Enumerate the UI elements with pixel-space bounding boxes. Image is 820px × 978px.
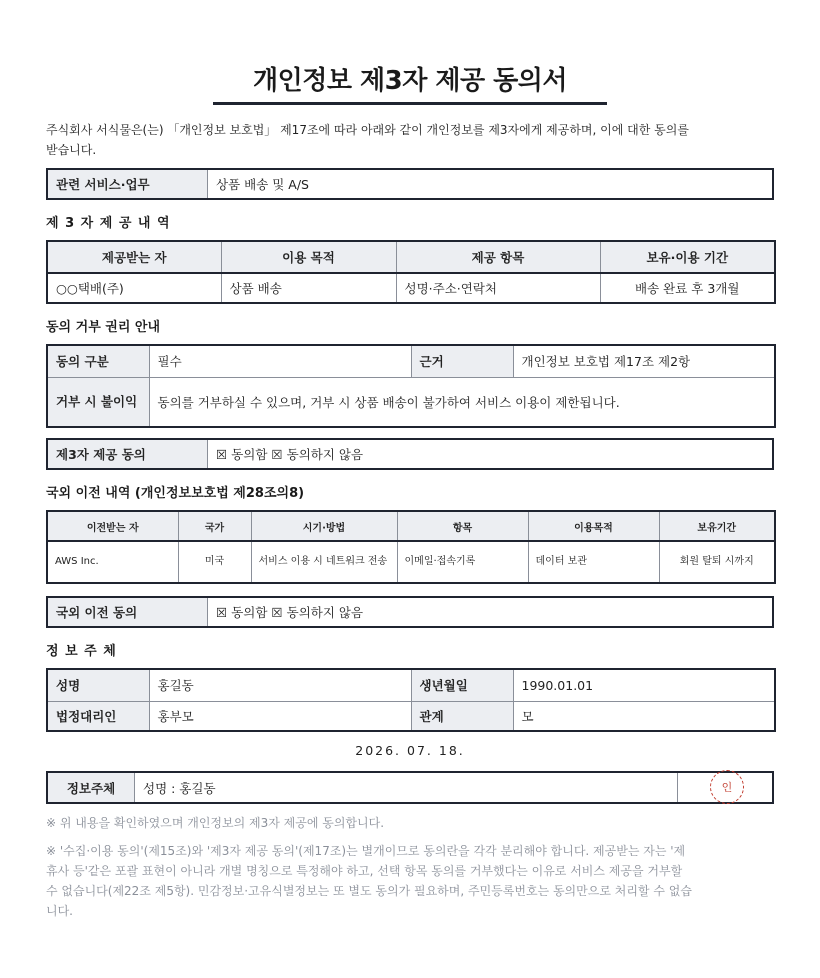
subject-table — [46, 668, 776, 732]
relation-value: 모 — [513, 701, 775, 731]
legal-note: ※ '수집·이용 동의'(제15조)와 '제3자 제공 동의'(제17조)는 별개이므로 동의란을 각각 분리해야 합니다. 제공받는 자는 '제휴사 등'같은 포괄 표현이 아니라 개별 명칭으로 특정해야 하고, 선택 항목 동의를 거부했다는 이유로 서비스 제공을 거부할 수 없습니다(제22조 제5항). 민감정보·고유식별정보는 또 별도 동의가 필요하며, 주민등록번호는 동의만으로 처리할 수 없습니다. — [46, 844, 692, 918]
agree-label: 동의함 — [231, 447, 268, 462]
title-wrap — [0, 60, 820, 97]
basis-value: 개인정보 보호법 제17조 제2항 — [513, 345, 775, 377]
table-row — [47, 541, 775, 583]
disadvantage-value: 동의를 거부하실 수 있으며, 거부 시 상품 배송이 불가하여 서비스 이용이 제한됩니다. — [149, 377, 775, 427]
table-cell: 배송 완료 후 3개월 — [600, 273, 775, 303]
basis-label: 근거 — [411, 345, 513, 377]
table-row — [47, 701, 775, 731]
document-title: 개인정보 제3자 제공 동의서 — [252, 66, 568, 96]
column-header: 시기·방법 — [251, 511, 397, 541]
representative-value: 홍부모 — [149, 701, 411, 731]
refusal-table — [46, 344, 776, 428]
disagree-label: 동의하지 않음 — [286, 605, 364, 620]
third-party-consent-label: 제3자 제공 동의 — [48, 440, 208, 468]
column-header: 이용목적 — [528, 511, 659, 541]
confirmation-note: ※ 위 내용을 확인하였으며 개인정보의 제3자 제공에 동의합니다. — [46, 816, 385, 830]
column-header: 보유기간 — [659, 511, 775, 541]
column-header: 국가 — [178, 511, 251, 541]
birth-label: 생년월일 — [411, 669, 513, 701]
table-header-row — [47, 241, 775, 273]
table-header-row — [47, 511, 775, 541]
column-header: 이용 목적 — [221, 241, 396, 273]
column-header: 항목 — [397, 511, 528, 541]
subject-section-title: 정 보 주 체 — [46, 644, 117, 659]
table-row — [47, 273, 775, 303]
document-date: 2026. 07. 18. — [355, 743, 465, 758]
consent-type-label: 동의 구분 — [47, 345, 149, 377]
signature-row — [46, 771, 774, 804]
seal-stamp: 인 — [710, 770, 744, 804]
overseas-section-title: 국외 이전 내역 (개인정보보호법 제28조의8) — [46, 486, 305, 501]
disagree-checkbox[interactable]: ☒ — [271, 604, 283, 620]
service-value: 상품 배송 및 A/S — [216, 177, 309, 192]
overseas-table — [46, 510, 776, 584]
column-header: 제공받는 자 — [47, 241, 221, 273]
table-cell: 성명·주소·연락처 — [396, 273, 600, 303]
table-cell: 미국 — [178, 541, 251, 583]
overseas-consent-label: 국외 이전 동의 — [48, 598, 208, 626]
relation-label: 관계 — [411, 701, 513, 731]
third-party-consent-row — [46, 438, 774, 470]
table-row — [47, 377, 775, 427]
service-row — [46, 168, 774, 200]
refusal-section-title: 동의 거부 권리 안내 — [46, 320, 161, 335]
intro-text: 주식회사 서식물은(는) 「개인정보 보호법」 제17조에 따라 아래와 같이 개인정보를 제3자에게 제공하며, 이에 대한 동의를 받습니다. — [46, 123, 689, 157]
third-party-section-title: 제 3 자 제 공 내 역 — [46, 216, 171, 231]
third-party-consent-options — [208, 440, 371, 468]
signature-value: 성명 : 홍길동 — [135, 773, 678, 802]
table-row — [47, 669, 775, 701]
overseas-consent-row — [46, 596, 774, 628]
disagree-label: 동의하지 않음 — [286, 447, 364, 462]
name-value: 홍길동 — [149, 669, 411, 701]
column-header: 보유·이용 기간 — [600, 241, 775, 273]
column-header: 이전받는 자 — [47, 511, 178, 541]
table-cell: 상품 배송 — [221, 273, 396, 303]
third-party-table — [46, 240, 776, 304]
disagree-checkbox[interactable]: ☒ — [271, 446, 283, 462]
table-cell: 데이터 보관 — [528, 541, 659, 583]
name-label: 성명 — [47, 669, 149, 701]
table-cell: AWS Inc. — [47, 541, 178, 583]
column-header: 제공 항목 — [396, 241, 600, 273]
agree-label: 동의함 — [231, 605, 268, 620]
table-cell: 서비스 이용 시 네트워크 전송 — [251, 541, 397, 583]
disadvantage-label: 거부 시 불이익 — [47, 377, 149, 427]
agree-checkbox[interactable]: ☒ — [216, 446, 228, 462]
agree-checkbox[interactable]: ☒ — [216, 604, 228, 620]
table-row — [47, 345, 775, 377]
consent-type-value: 필수 — [149, 345, 411, 377]
representative-label: 법정대리인 — [47, 701, 149, 731]
table-cell: 이메일·접속기록 — [397, 541, 528, 583]
overseas-consent-options — [208, 598, 371, 626]
birth-value: 1990.01.01 — [513, 669, 775, 701]
service-label: 관련 서비스·업무 — [48, 170, 208, 198]
table-cell: 회원 탈퇴 시까지 — [659, 541, 775, 583]
title-underline — [213, 102, 607, 105]
signature-label: 정보주체 — [48, 773, 135, 802]
table-cell: ○○택배(주) — [47, 273, 221, 303]
